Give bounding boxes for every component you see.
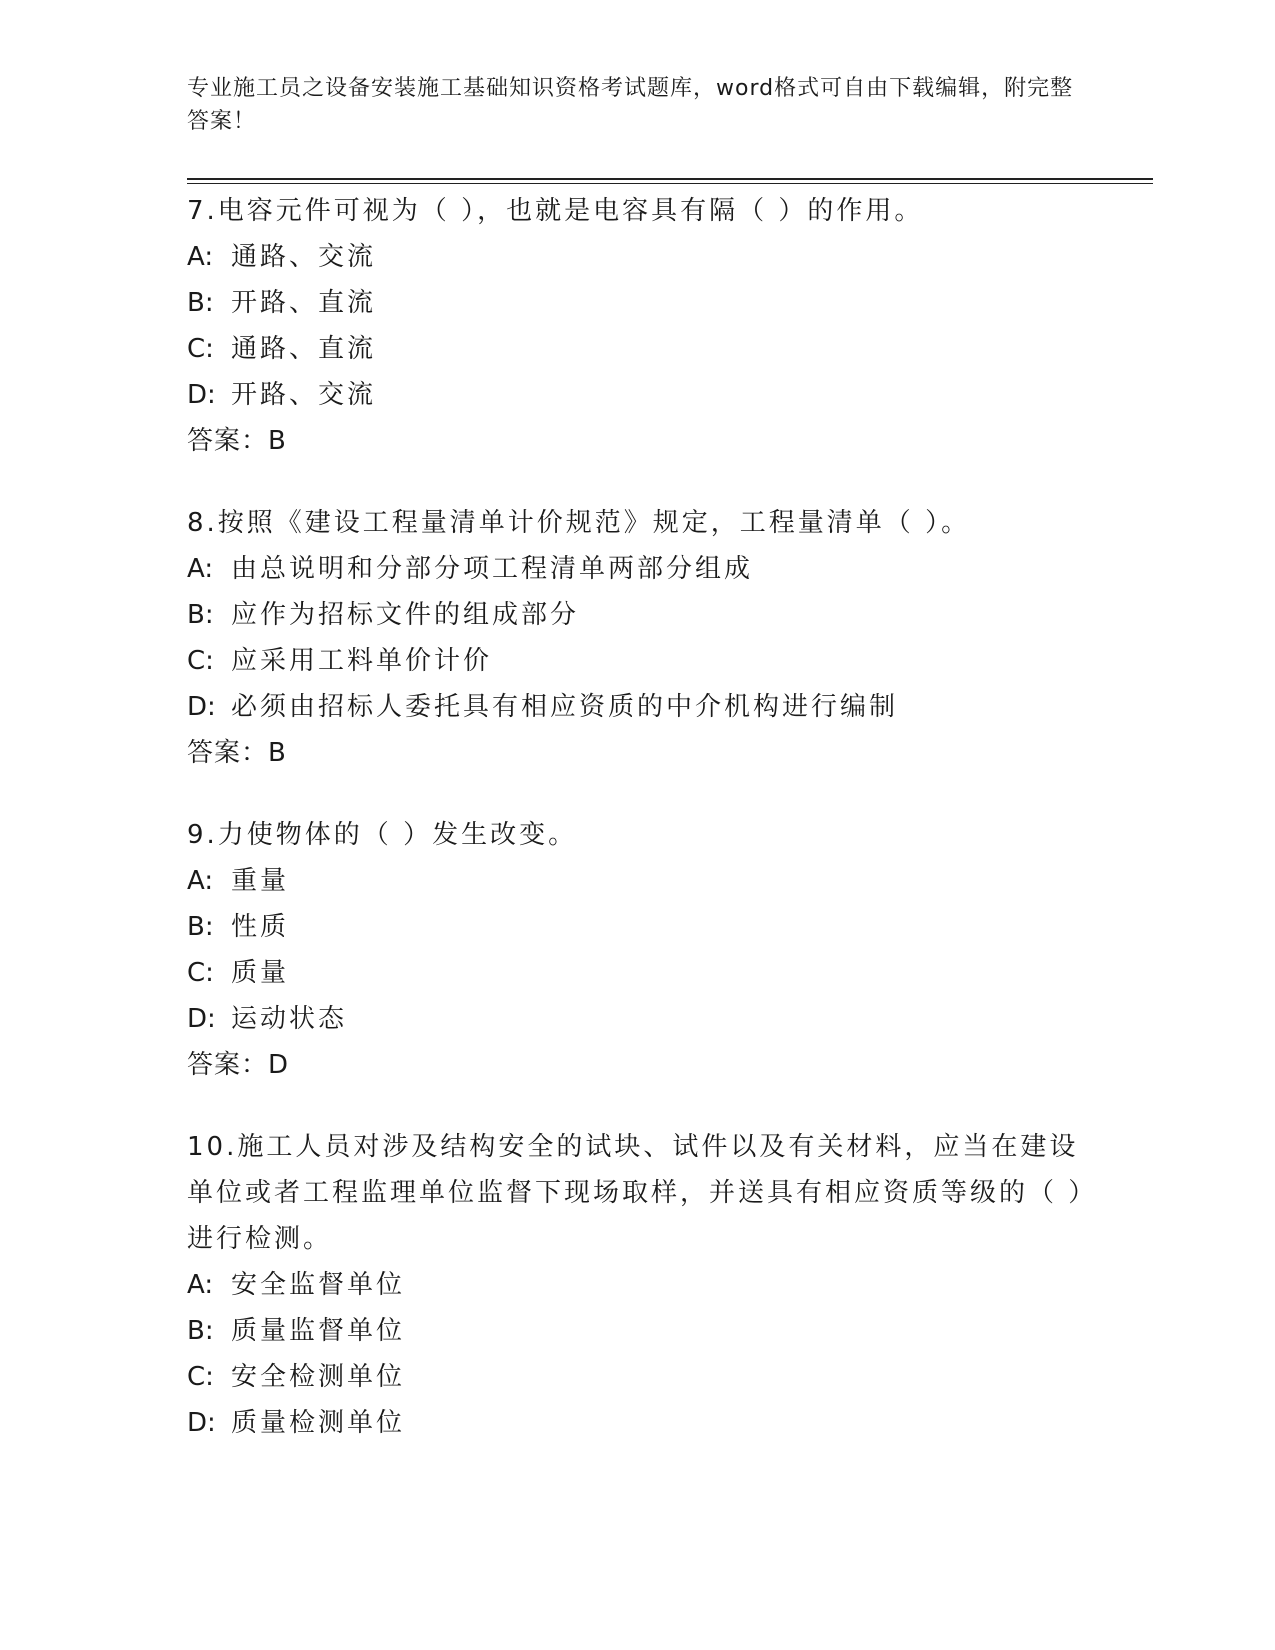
option-letter: C: [187, 958, 214, 988]
option-c [187, 326, 1087, 372]
question-list [187, 188, 1087, 1482]
option-letter: A: [187, 866, 214, 896]
header-divider-thin [187, 183, 1153, 184]
option-b [187, 280, 1087, 326]
option-text: 应采用工料单价计价 [231, 646, 493, 676]
option-c [187, 1354, 1087, 1400]
question-stem: 7.电容元件可视为（ ），也就是电容具有隔（ ）的作用。 [187, 196, 924, 226]
option-text: 应作为招标文件的组成部分 [231, 600, 580, 630]
header-divider-thick [187, 178, 1153, 180]
option-text: 通路、直流 [231, 334, 377, 364]
option-letter: B: [187, 1316, 214, 1346]
option-d [187, 372, 1087, 418]
option-letter: A: [187, 554, 214, 584]
option-letter: C: [187, 646, 214, 676]
option-d [187, 684, 1087, 730]
option-letter: B: [187, 288, 214, 318]
option-text: 性质 [231, 912, 290, 942]
option-d [187, 996, 1087, 1042]
option-letter: D: [187, 1004, 216, 1034]
option-letter: A: [187, 1270, 214, 1300]
answer-line: 答案：B [187, 738, 287, 768]
option-text: 运动状态 [231, 1004, 348, 1034]
question-stem: 9.力使物体的（ ）发生改变。 [187, 820, 578, 850]
question-9 [187, 812, 1087, 1088]
option-c [187, 950, 1087, 996]
option-text: 安全检测单位 [231, 1362, 406, 1392]
option-text: 必须由招标人委托具有相应资质的中介机构进行编制 [231, 692, 899, 722]
option-a [187, 1262, 1087, 1308]
option-a [187, 234, 1087, 280]
option-letter: C: [187, 334, 214, 364]
option-c [187, 638, 1087, 684]
answer-line: 答案：B [187, 426, 287, 456]
option-letter: B: [187, 600, 214, 630]
option-b [187, 904, 1087, 950]
question-8 [187, 500, 1087, 776]
document-header: 专业施工员之设备安装施工基础知识资格考试题库，word格式可自由下载编辑，附完整答案！ [187, 76, 1074, 134]
question-stem: 8.按照《建设工程量清单计价规范》规定，工程量清单（ ）。 [187, 508, 971, 538]
option-b [187, 592, 1087, 638]
option-text: 开路、直流 [231, 288, 377, 318]
option-text: 安全监督单位 [231, 1270, 406, 1300]
option-letter: B: [187, 912, 214, 942]
option-a [187, 546, 1087, 592]
option-d [187, 1400, 1087, 1446]
option-text: 开路、交流 [231, 380, 377, 410]
option-letter: A: [187, 242, 214, 272]
option-letter: D: [187, 692, 216, 722]
question-10 [187, 1124, 1087, 1446]
option-b [187, 1308, 1087, 1354]
question-7 [187, 188, 1087, 464]
option-text: 由总说明和分部分项工程清单两部分组成 [231, 554, 754, 584]
option-letter: C: [187, 1362, 214, 1392]
option-text: 质量检测单位 [231, 1408, 406, 1438]
answer-line: 答案：D [187, 1050, 290, 1080]
option-text: 质量监督单位 [231, 1316, 406, 1346]
option-a [187, 858, 1087, 904]
question-stem: 10.施工人员对涉及结构安全的试块、试件以及有关材料，应当在建设单位或者工程监理单位监督下现场取样，并送具有相应资质等级的（ ）进行检测。 [187, 1132, 1085, 1254]
option-text: 通路、交流 [231, 242, 377, 272]
option-letter: D: [187, 1408, 216, 1438]
option-text: 质量 [231, 958, 290, 988]
option-letter: D: [187, 380, 216, 410]
option-text: 重量 [231, 866, 290, 896]
